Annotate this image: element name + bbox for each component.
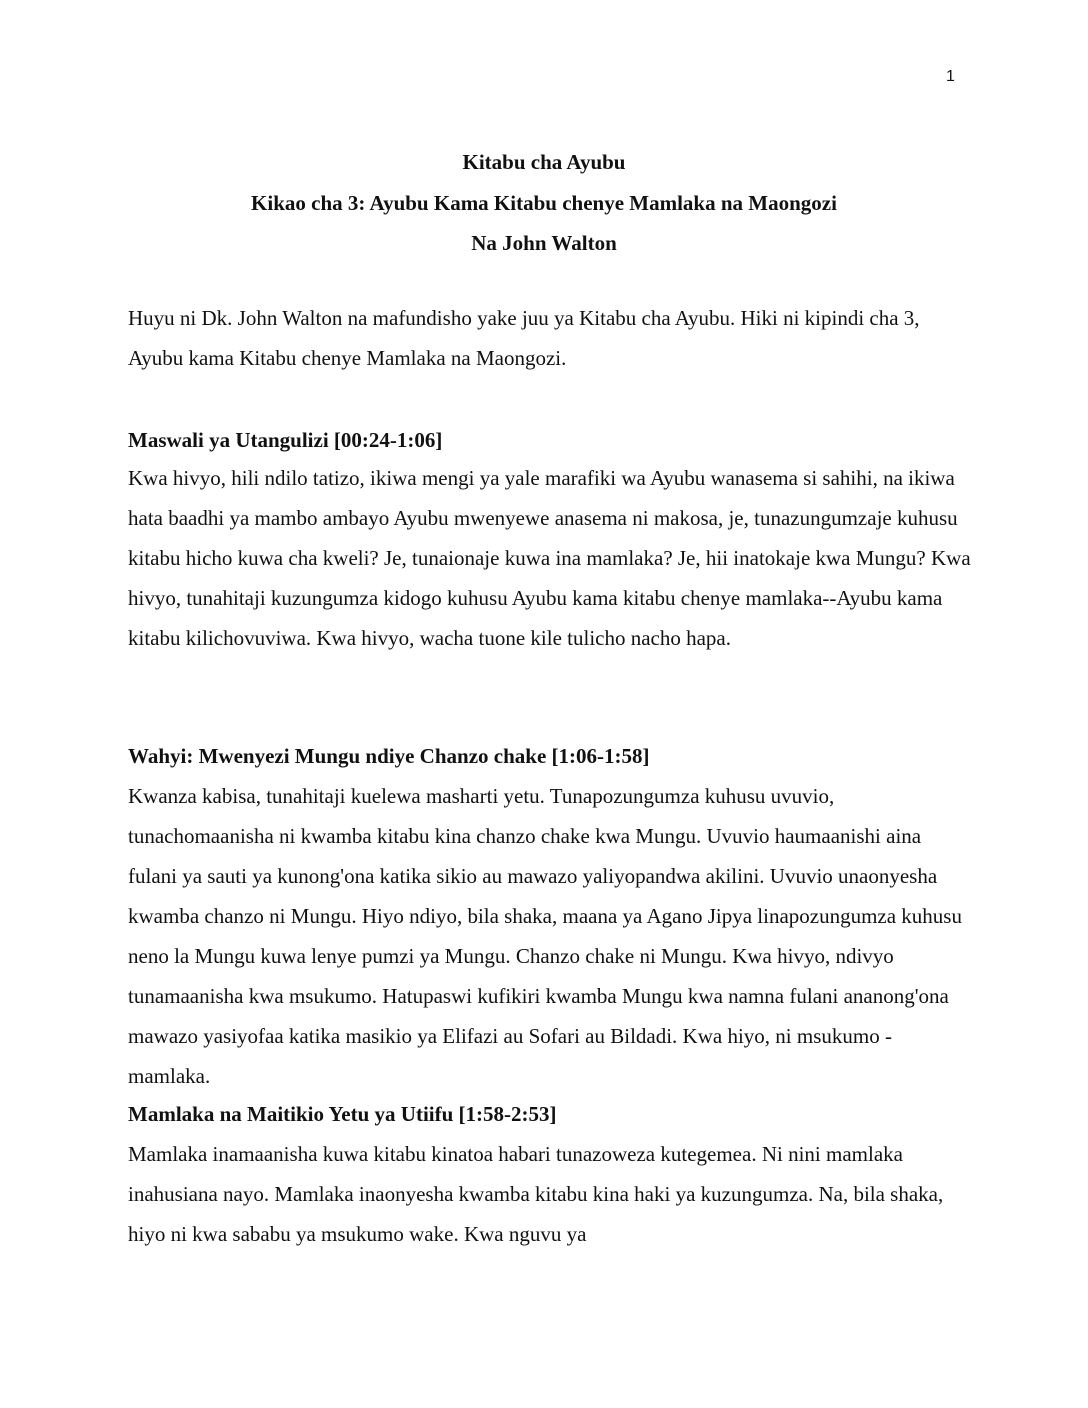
section-body-mamlaka: Mamlaka inamaanisha kuwa kitabu kinatoa habari tunazoweza kutegemea. Ni nini mamlaka inahusiana nayo. Mamlaka inaonyesha kwamba kitabu kina haki ya kuzungumza. Na, bila shaka, hiyo ni kwa sababu ya msukumo wake. Kwa nguvu ya	[128, 1142, 944, 1246]
section-body-maswali: Kwa hivyo, hili ndilo tatizo, ikiwa mengi ya yale marafiki wa Ayubu wanasema si sahihi, na ikiwa hata baadhi ya mambo ambayo Ayubu mwenyewe anasema ni makosa, je, tunazungumzaje kuhusu kitabu hicho kuwa cha kweli? Je, tunaionaje kuwa ina mamlaka? Je, hii inatokaje kwa Mungu? Kwa hivyo, tunahitaji kuzungumza kidogo kuhusu Ayubu kama kitabu chenye mamlaka--Ayubu kama kitabu kilichovuviwa. Kwa hivyo, wacha tuone kile tulicho nacho hapa.	[128, 466, 971, 650]
section-heading-wahyi: Wahyi: Mwenyezi Mungu ndiye Chanzo chake [1:06-1:58]	[128, 744, 650, 768]
intro-paragraph-block	[128, 298, 974, 378]
intro-paragraph: Huyu ni Dk. John Walton na mafundisho yake juu ya Kitabu cha Ayubu. Hiki ni kipindi cha 3, Ayubu kama Kitabu chenye Mamlaka na Maongozi.	[128, 306, 920, 370]
document-author: Na John Walton	[471, 231, 617, 255]
document-title: Kitabu cha Ayubu	[462, 150, 626, 174]
section-body-block-maswali	[128, 458, 974, 658]
document-subtitle: Kikao cha 3: Ayubu Kama Kitabu chenye Mamlaka na Maongozi	[251, 190, 837, 215]
section-body-block-wahyi	[128, 776, 974, 1096]
section-heading-maswali: Maswali ya Utangulizi [00:24-1:06]	[128, 428, 443, 452]
section-heading-mamlaka: Mamlaka na Maitikio Yetu ya Utiifu [1:58-2:53]	[128, 1102, 557, 1126]
page-number: 1	[946, 68, 955, 85]
section-body-wahyi: Kwanza kabisa, tunahitaji kuelewa masharti yetu. Tunapozungumza kuhusu uvuvio, tunachomaanisha ni kwamba kitabu kina chanzo chake kwa Mungu. Uvuvio haumaanishi aina fulani ya sauti ya kunong'ona katika sikio au mawazo yaliyopandwa akilini. Uvuvio unaonyesha kwamba chanzo ni Mungu. Hiyo ndiyo, bila shaka, maana ya Agano Jipya linapozungumza kuhusu neno la Mungu kuwa lenye pumzi ya Mungu. Chanzo chake ni Mungu. Kwa hivyo, ndivyo tunamaanisha kwa msukumo. Hatupaswi kufikiri kwamba Mungu kwa namna fulani ananong'ona mawazo yasiyofaa katika masikio ya Elifazi au Sofari au Bildadi. Kwa hiyo, ni msukumo - mamlaka.	[128, 784, 962, 1088]
title-block	[0, 142, 1088, 264]
section-body-block-mamlaka	[128, 1134, 974, 1254]
